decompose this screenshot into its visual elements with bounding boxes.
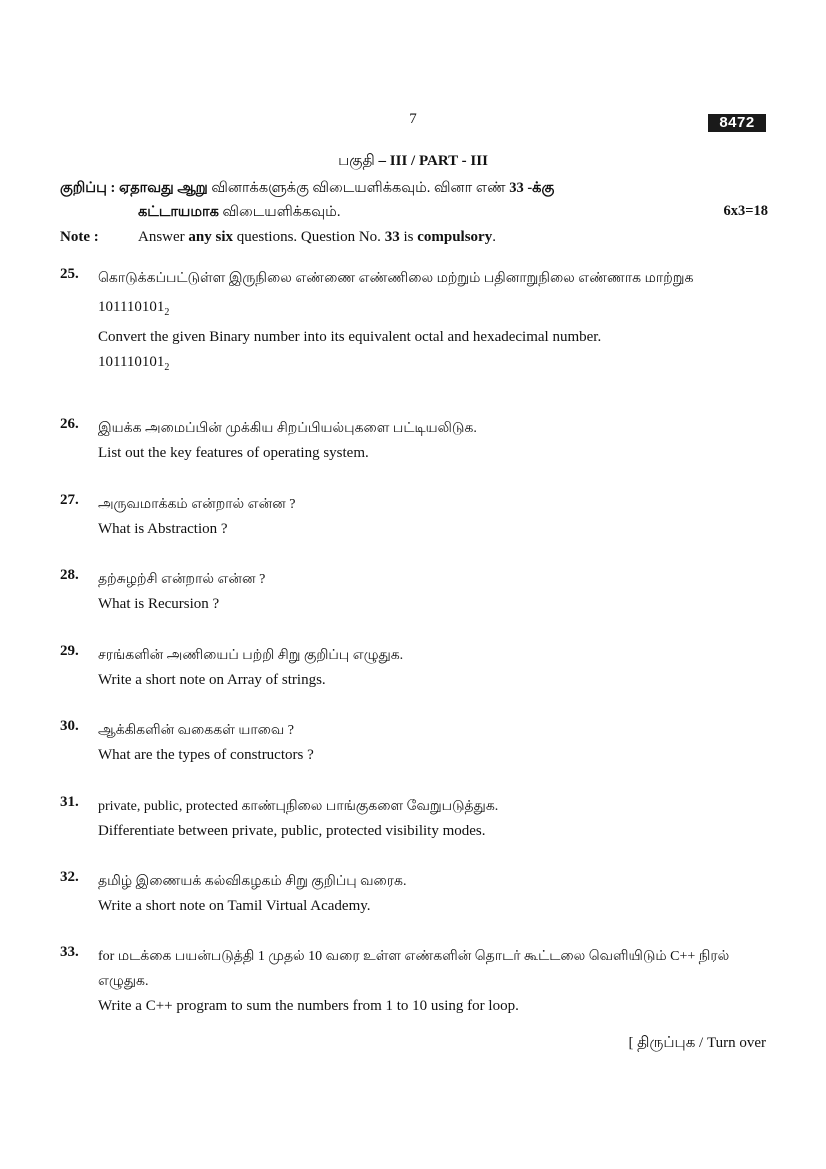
- question-english: Write a short note on Array of strings.: [98, 672, 326, 688]
- question-tamil: for மடக்கை பயன்படுத்தி 1 முதல் 10 வரை உள்ள எண்களின் தொடர் கூட்டலை வெளியிடும் C++ நிரல் எழுதுக.: [98, 949, 730, 989]
- tamil-instruction-line-1: [60, 180, 766, 198]
- question-tamil: சரங்களின் அணியைப் பற்றி சிறு குறிப்பு எழுதுக.: [98, 648, 404, 663]
- part-title: [0, 152, 826, 171]
- question-tamil: கொடுக்கப்பட்டுள்ள இருநிலை எண்ணை எண்ணிலை மற்றும் பதினாறுநிலை எண்ணாக மாற்றுக: [98, 271, 694, 286]
- note-bold-q33: 33: [384, 229, 400, 245]
- note-text-part: questions. Question No.: [236, 229, 381, 245]
- note-text-part: Answer: [138, 229, 185, 245]
- question-tamil: தற்சுழற்சி என்றால் என்ன ?: [98, 572, 266, 587]
- question-number: 26.: [60, 416, 79, 432]
- tamil-any-six: ஏதாவது ஆறு: [118, 180, 208, 196]
- question-number: 27.: [60, 492, 79, 508]
- paper-code-badge: 8472: [708, 114, 766, 132]
- part-title-english: – III / PART - III: [378, 153, 488, 169]
- question-english: List out the key features of operating system.: [98, 445, 369, 461]
- binary-value-english: $101110101_2$: [98, 354, 170, 373]
- question-english: Convert the given Binary number into its equivalent octal and hexadecimal number.: [98, 329, 602, 345]
- question-number: 31.: [60, 794, 79, 810]
- tamil-note-label: குறிப்பு :: [60, 180, 116, 196]
- page-number: 7: [409, 111, 417, 127]
- question-tamil: அருவமாக்கம் என்றால் என்ன ?: [98, 497, 296, 512]
- question-english: Differentiate between private, public, protected visibility modes.: [98, 823, 486, 839]
- note-text-part: is: [403, 229, 414, 245]
- tamil-suffix: -க்கு: [527, 180, 555, 196]
- question-english: What are the types of constructors ?: [98, 747, 314, 763]
- tamil-instruction-text-2: விடையளிக்கவும்.: [222, 204, 341, 220]
- note-text: [138, 229, 758, 246]
- note-bold-any-six: any six: [188, 229, 234, 245]
- question-english: Write a short note on Tamil Virtual Academy.: [98, 898, 371, 914]
- question-number: 30.: [60, 718, 79, 734]
- question-tamil: தமிழ் இணையக் கல்விகழகம் சிறு குறிப்பு வரைக.: [98, 874, 407, 889]
- tamil-question-number: 33: [509, 180, 524, 196]
- tamil-compulsory: கட்டாயமாக: [138, 204, 219, 220]
- question-number: 33.: [60, 944, 79, 960]
- question-english: Write a C++ program to sum the numbers from 1 to 10 using for loop.: [98, 998, 519, 1014]
- question-tamil: ஆக்கிகளின் வகைகள் யாவை ?: [98, 723, 295, 738]
- marks-allocation: 6x3=18: [723, 203, 768, 219]
- note-bold-compulsory: compulsory: [417, 229, 493, 245]
- turn-over-note: [ திருப்புக / Turn over: [628, 1035, 766, 1051]
- question-number: 28.: [60, 567, 79, 583]
- question-number: 25.: [60, 266, 79, 282]
- tamil-instruction-line-2: [138, 204, 698, 222]
- question-number: 32.: [60, 869, 79, 885]
- question-english: What is Abstraction ?: [98, 521, 228, 537]
- binary-value-tamil: $101110101_2$: [98, 299, 170, 318]
- note-label: Note :: [60, 229, 99, 245]
- part-title-tamil: பகுதி: [338, 153, 375, 169]
- question-english: What is Recursion ?: [98, 596, 220, 612]
- question-tamil: private, public, protected காண்புநிலை பாங்குகளை வேறுபடுத்துக.: [98, 799, 499, 814]
- note-text-part: .: [492, 229, 496, 245]
- tamil-instruction-text: வினாக்களுக்கு விடையளிக்கவும். வினா எண்: [211, 180, 506, 196]
- question-tamil: இயக்க அமைப்பின் முக்கிய சிறப்பியல்புகளை பட்டியலிடுக.: [98, 421, 477, 436]
- question-number: 29.: [60, 643, 79, 659]
